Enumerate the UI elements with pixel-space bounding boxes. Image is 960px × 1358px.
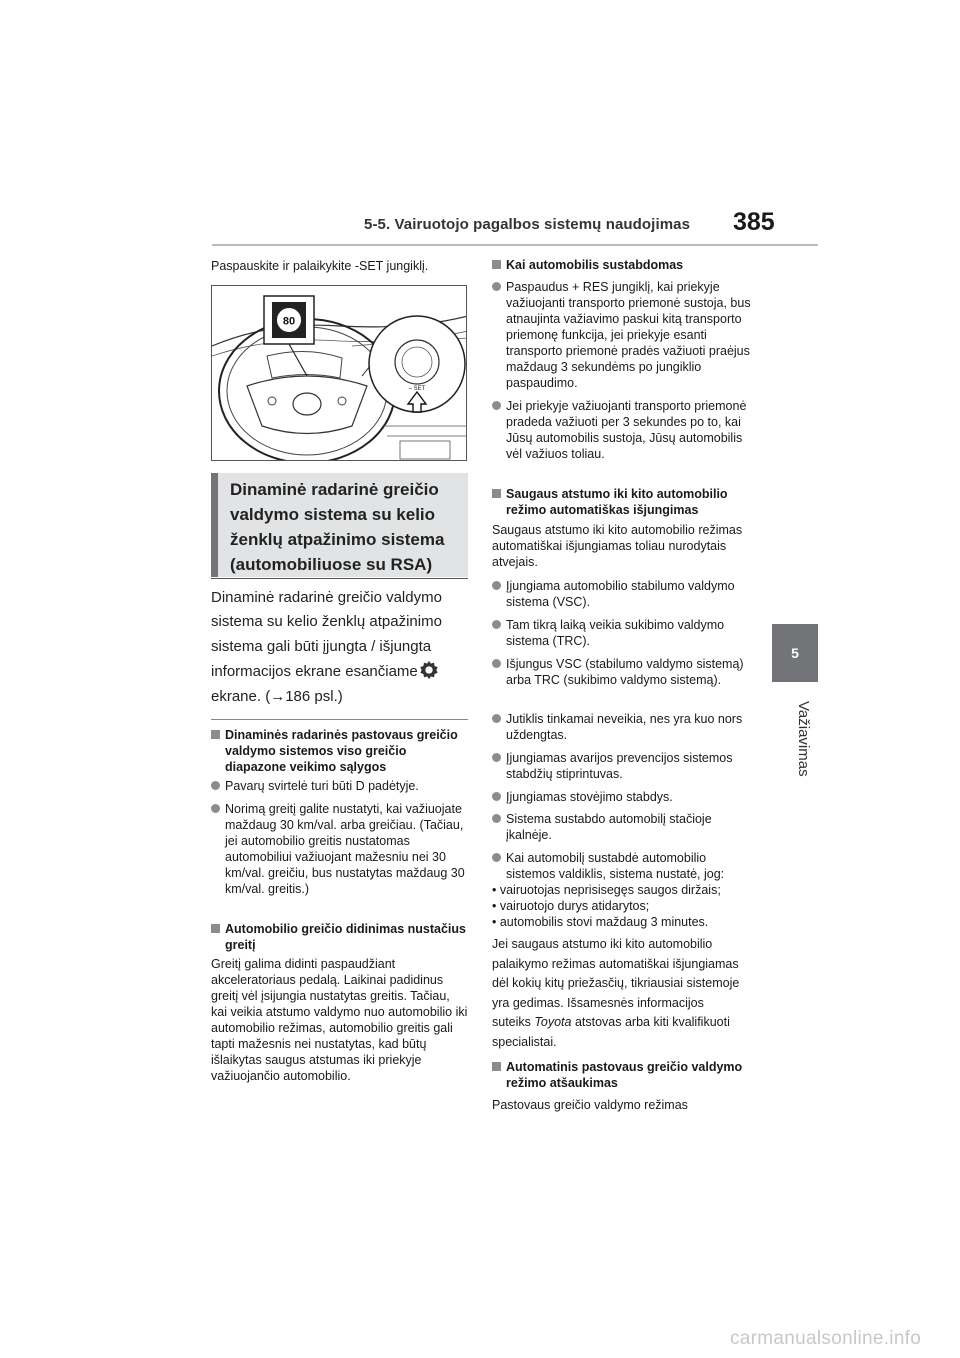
steering-wheel-illustration xyxy=(211,285,467,461)
circle-bullet-icon xyxy=(492,401,501,410)
square-bullet-icon xyxy=(492,489,501,498)
circle-bullet-icon xyxy=(492,282,501,291)
speed-sign-value: 80 xyxy=(282,315,296,328)
subheading: Automobilio greičio didinimas nustačius greitį xyxy=(211,921,468,953)
subsection-divider xyxy=(211,719,468,720)
chapter-title: 5-5. Vairuotojo pagalbos sistemų naudojimas xyxy=(364,216,691,233)
section-intro-line: sistema su kelio ženklų atpažinimo xyxy=(211,613,442,631)
section-intro-line[interactable]: ekrane. (→186 psl.) xyxy=(211,687,343,705)
circle-bullet-icon xyxy=(492,853,501,862)
section-intro-line: Dinaminė radarinė greičio valdymo xyxy=(211,589,442,606)
section-underline xyxy=(211,578,468,579)
section-heading-box xyxy=(211,473,468,577)
header-divider xyxy=(212,244,818,246)
circle-bullet-icon xyxy=(492,814,501,823)
intro-text: Paspauskite ir palaikykite -SET jungiklį. xyxy=(211,259,429,273)
set-switch-label: – SET xyxy=(408,386,426,392)
subheading: Dinaminės radarinės pastovaus greičio valdymo sistemos viso greičio diapazone veikimo sąlygos xyxy=(211,727,468,775)
list-item: Išjungus VSC (stabilumo valdymo sistemą) arba TRC (sukibimo valdymo sistemą). xyxy=(492,656,754,688)
circle-bullet-icon xyxy=(492,792,501,801)
circle-bullet-icon xyxy=(492,659,501,668)
chapter-tab-label: Važiavimas xyxy=(795,701,812,777)
paragraph: Saugaus atstumo iki kito automobilio režimas automatiškai išjungiamas toliau nurodytais atvejais. xyxy=(492,523,743,569)
square-bullet-icon xyxy=(492,260,501,269)
circle-bullet-icon xyxy=(211,804,220,813)
subheading: Kai automobilis sustabdomas xyxy=(492,257,754,273)
list-item: Įjungiama automobilio stabilumo valdymo sistema (VSC). xyxy=(492,578,754,610)
brand-name: Toyota xyxy=(534,1015,572,1029)
circle-bullet-icon xyxy=(492,714,501,723)
subheading: Saugaus atstumo iki kito automobilio režimo automatiškas išjungimas xyxy=(492,486,754,518)
list-item: Įjungiamas stovėjimo stabdys. xyxy=(492,789,754,805)
circle-bullet-icon xyxy=(211,781,220,790)
subheading: Automatinis pastovaus greičio valdymo režimo atšaukimas xyxy=(492,1059,754,1091)
paragraph: Pastovaus greičio valdymo režimas xyxy=(492,1098,688,1112)
list-item: Jei priekyje važiuojanti transporto priemonė pradeda važiuoti per 3 sekundes po to, kai Jūsų automobilis sustoja, Jūsų automobilis vėl važiuos toliau. xyxy=(492,398,754,462)
section-intro-line: informacijos ekrane esančiame xyxy=(211,659,468,684)
paragraph: Greitį galima didinti paspaudžiant akceleratoriaus pedalą. Laikinai padidinus greitį vėl įsijungia nustatytas greitis. Tačiau, kai veikia atstumo valdymo nuo automobilio iki automobilio režimas, automobilio greitis gali tapti mažesnis nei nustatytas, kad būtų išlaikytas saugus atstumas iki priekyje važiuojančio automobilio. xyxy=(211,957,468,1083)
sub-list-item: • vairuotojo durys atidarytos; xyxy=(492,899,650,913)
page-number: 385 xyxy=(733,208,775,236)
circle-bullet-icon xyxy=(492,581,501,590)
circle-bullet-icon xyxy=(492,620,501,629)
settings-gear-icon xyxy=(418,659,440,681)
sub-list-item: • vairuotojas neprisisegęs saugos diržais; xyxy=(492,883,721,897)
list-item: Įjungiamas avarijos prevencijos sistemos stabdžių stiprintuvas. xyxy=(492,750,754,782)
list-item: Jutiklis tinkamai neveikia, nes yra kuo nors uždengtas. xyxy=(492,711,754,743)
section-intro-line: sistema gali būti įjungta / išjungta xyxy=(211,637,432,655)
steering-wheel-drawing xyxy=(212,286,467,461)
circle-bullet-icon xyxy=(492,753,501,762)
square-bullet-icon xyxy=(211,924,220,933)
section-title: Dinaminė radarinė greičio valdymo sistema su kelio ženklų atpažinimo sistema (automobiliuose su RSA) xyxy=(230,480,445,574)
section-intro xyxy=(211,586,468,709)
list-item: Tam tikrą laiką veikia sukibimo valdymo sistema (TRC). xyxy=(492,617,754,649)
sub-list-item: • automobilis stovi maždaug 3 minutes. xyxy=(492,915,709,929)
list-item: Paspaudus + RES jungiklį, kai priekyje važiuojanti transporto priemonė sustoja, bus atnaujinta važiavimo paskui kitą transporto priemonę funkcija, jei priekyje esanti transporto priemonė pradės važiuoti praėjus maždaug 3 sekundėms po jungiklio paspaudimo. xyxy=(492,279,754,391)
square-bullet-icon xyxy=(211,730,220,739)
chapter-tab[interactable]: 5 xyxy=(772,624,818,682)
watermark: carmanualsonline.info xyxy=(730,1328,922,1349)
list-item: Sistema sustabdo automobilį stačioje įkalnėje. xyxy=(492,811,754,843)
list-item: Norimą greitį galite nustatyti, kai važiuojate maždaug 30 km/val. arba greičiau. (Tačiau, jei automobilio greitis nustatomas automobiliui važiuojant mažesniu nei 30 km/val. greičiu, bus nustatytas maždaug 30 km/val. greitis.) xyxy=(211,801,468,897)
paragraph: Jei saugaus atstumo iki kito automobilio palaikymo režimas automatiškai išjungiamas dėl kokių kitų priežasčių, tikriausiai sistemoje yra gedimas. Išsamesnės informacijos suteiks Toyota atstovas arba kiti kvalifikuoti specialistai. xyxy=(492,937,740,1049)
list-item: Kai automobilį sustabdė automobilio sistemos valdiklis, sistema nustatė, jog: xyxy=(492,850,754,882)
square-bullet-icon xyxy=(492,1062,501,1071)
list-item: Pavarų svirtelė turi būti D padėtyje. xyxy=(211,778,468,794)
